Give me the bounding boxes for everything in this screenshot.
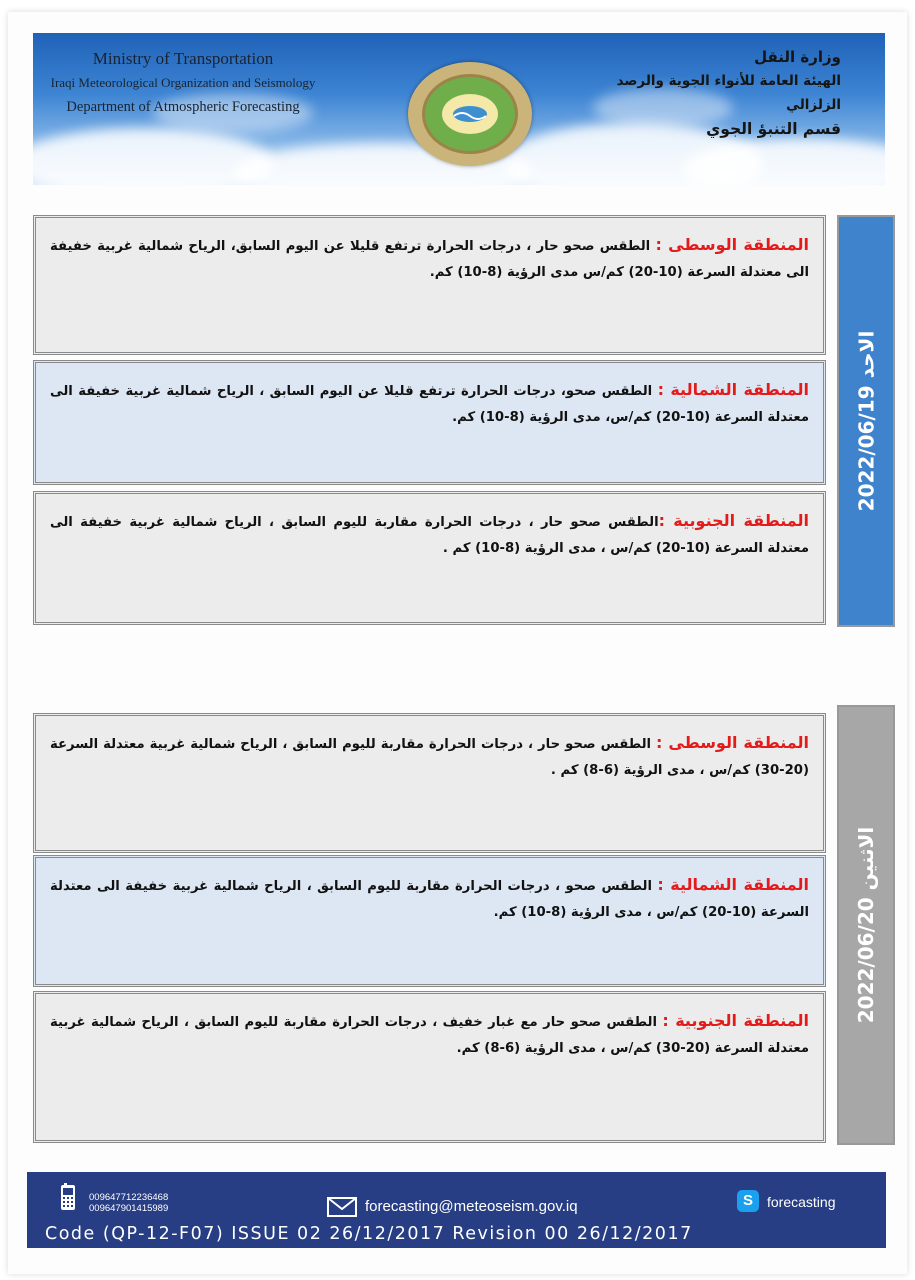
organization-name-ar: الهيئة العامة للأنواء الجوية والرصد الزلزالي (616, 73, 841, 113)
region-name: المنطقة الجنوبية : (658, 511, 809, 530)
region-central (33, 215, 826, 355)
date-label: الاثنين 2022/06/20 (854, 826, 879, 1024)
region-name: المنطقة الشمالية : (657, 380, 809, 399)
region-forecast-text: الطقس صحو حار ، درجات الحرارة مقاربة لليوم السابق ، الرياح شمالية غربية معتدلة السرعة (20-30) كم/س ، مدى الرؤية (6-8) كم . (50, 737, 809, 778)
region-south (33, 491, 826, 625)
ministry-name-en: Ministry of Transportation (92, 49, 274, 68)
skype-name: forecasting (767, 1194, 836, 1210)
header-arabic (581, 45, 841, 141)
region-north (33, 855, 826, 987)
region-forecast-text: الطقس صحو حار مع غبار خفيف ، درجات الحرارة مقاربة لليوم السابق ، الرياح شمالية غربية معتدلة السرعة (20-30) كم/س ، مدى الرؤية (6-8) كم. (50, 1015, 809, 1056)
date-label-bar (837, 215, 895, 627)
region-name: المنطقة الوسطى : (656, 733, 809, 752)
document-code: Code (QP-12-F07) ISSUE 02 26/12/2017 Revision 00 26/12/2017 (45, 1224, 693, 1244)
region-forecast-text: الطقس صحو حار ، درجات الحرارة ترتفع قليلا عن اليوم السابق، الرياح شمالية غربية خفيفة الى معتدلة السرعة (10-20) كم/س مدى الرؤية (8-10) كم. (50, 239, 809, 280)
header-english (33, 47, 333, 119)
region-name: المنطقة الوسطى : (655, 235, 809, 254)
region-south (33, 991, 826, 1143)
email-address: forecasting@meteoseism.gov.iq (365, 1198, 578, 1215)
footer (27, 1172, 886, 1248)
region-forecast-text: الطقس صحو حار ، درجات الحرارة مقاربة لليوم السابق ، الرياح شمالية غربية خفيفة الى معتدلة السرعة (10-20) كم/س ، مدى الرؤية (8-10) كم . (50, 515, 809, 556)
date-label: الاحد 2022/06/19 (854, 330, 878, 512)
forecast-day-1 (33, 215, 895, 627)
skype-icon: S (737, 1190, 759, 1212)
phone-number-1: 009647712236468 (89, 1192, 169, 1203)
date-label-bar (837, 705, 895, 1145)
phone-numbers (89, 1192, 168, 1214)
region-forecast-text: الطقس صحو، درجات الحرارة ترتفع قليلا عن اليوم السابق ، الرياح شمالية غربية خفيفة الى معتدلة السرعة (10-20) كم/س، مدى الرؤية (8-10) كم. (50, 384, 809, 425)
ministry-name-ar: وزارة النقل (754, 48, 841, 66)
region-central (33, 713, 826, 853)
region-name: المنطقة الجنوبية : (662, 1011, 809, 1030)
region-north (33, 360, 826, 485)
phone-number-2: 009647901415989 (89, 1203, 169, 1214)
phone-icon (60, 1183, 76, 1211)
department-name-en: Department of Atmospheric Forecasting (66, 99, 300, 115)
mail-icon (327, 1197, 357, 1217)
forecast-day-2 (33, 705, 895, 1145)
region-forecast-text: الطقس صحو ، درجات الحرارة مقاربة لليوم السابق ، الرياح شمالية غربية خفيفة الى معتدلة السرعة (10-20) كم/س ، مدى الرؤية (8-10) كم. (50, 879, 809, 920)
organization-name-en: Iraqi Meteorological Organization and Seismology (50, 75, 316, 90)
department-name-ar: قسم التنبؤ الجوي (706, 120, 841, 138)
region-name: المنطقة الشمالية : (657, 875, 809, 894)
letterhead-banner (33, 33, 885, 185)
organization-logo-icon (408, 62, 532, 166)
